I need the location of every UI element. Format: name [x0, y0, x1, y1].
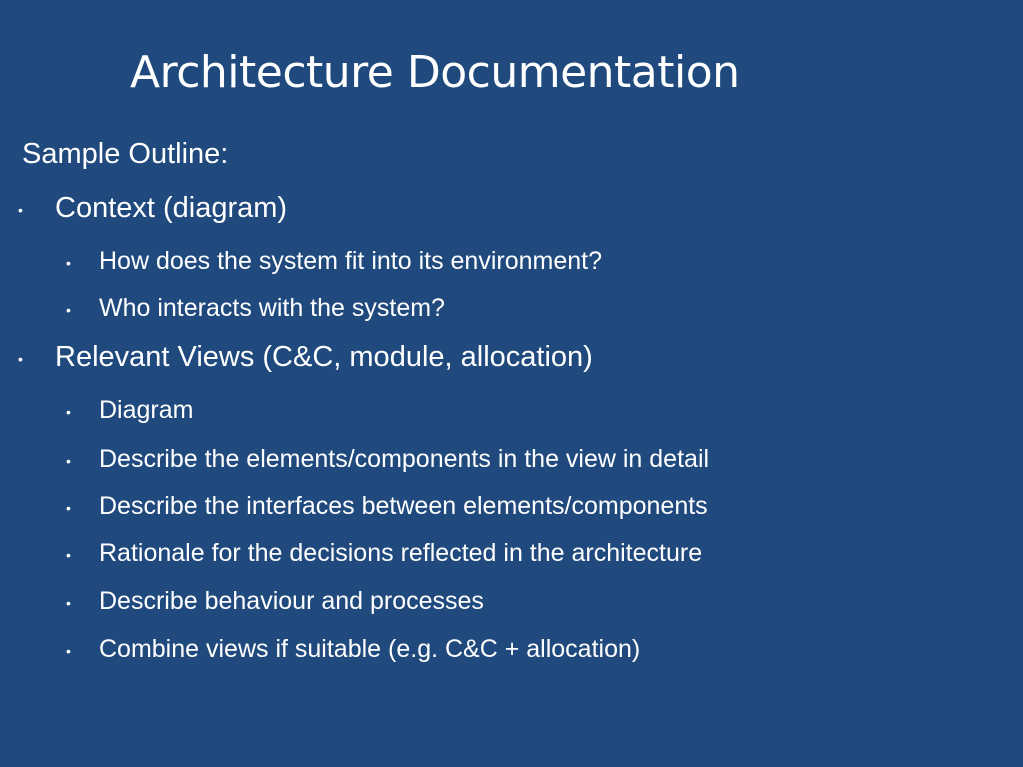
outline-heading: Sample Outline:: [22, 138, 229, 170]
bullet-text: Context (diagram): [55, 192, 288, 224]
bullet-text: How does the system fit into its environment?: [99, 247, 603, 275]
bullet-text: Diagram: [99, 396, 194, 424]
bullet-item-interfaces: [66, 489, 708, 523]
bullet-icon: •: [66, 302, 71, 318]
bullet-item-combine-views: [66, 632, 641, 666]
bullet-icon: •: [66, 453, 71, 469]
bullet-icon: •: [66, 643, 71, 659]
bullet-text: Who interacts with the system?: [99, 294, 445, 322]
bullet-text: Combine views if suitable (e.g. C&C + allocation): [99, 635, 641, 663]
bullet-item-rationale: [66, 536, 703, 570]
bullet-text: Describe the elements/components in the view in detail: [99, 445, 710, 473]
bullet-item-elements: [66, 442, 710, 476]
bullet-icon: •: [66, 255, 71, 271]
bullet-icon: •: [66, 404, 71, 420]
bullet-text: Describe the interfaces between elements/components: [99, 492, 708, 520]
bullet-text: Rationale for the decisions reflected in the architecture: [99, 539, 703, 567]
bullet-item-behaviour: [66, 584, 484, 618]
bullet-item-interacts: [66, 291, 445, 325]
bullet-item-environment: [66, 244, 603, 278]
bullet-icon: •: [66, 595, 71, 611]
bullet-icon: •: [66, 500, 71, 516]
bullet-item-diagram: [66, 393, 194, 427]
bullet-icon: •: [18, 351, 23, 367]
bullet-icon: •: [66, 547, 71, 563]
bullet-item-context: [18, 188, 288, 228]
bullet-icon: •: [18, 202, 23, 218]
bullet-text: Describe behaviour and processes: [99, 587, 484, 615]
bullet-text: Relevant Views (C&C, module, allocation): [55, 341, 593, 373]
bullet-item-relevant-views: [18, 337, 593, 377]
slide-title: Architecture Documentation: [130, 47, 740, 98]
